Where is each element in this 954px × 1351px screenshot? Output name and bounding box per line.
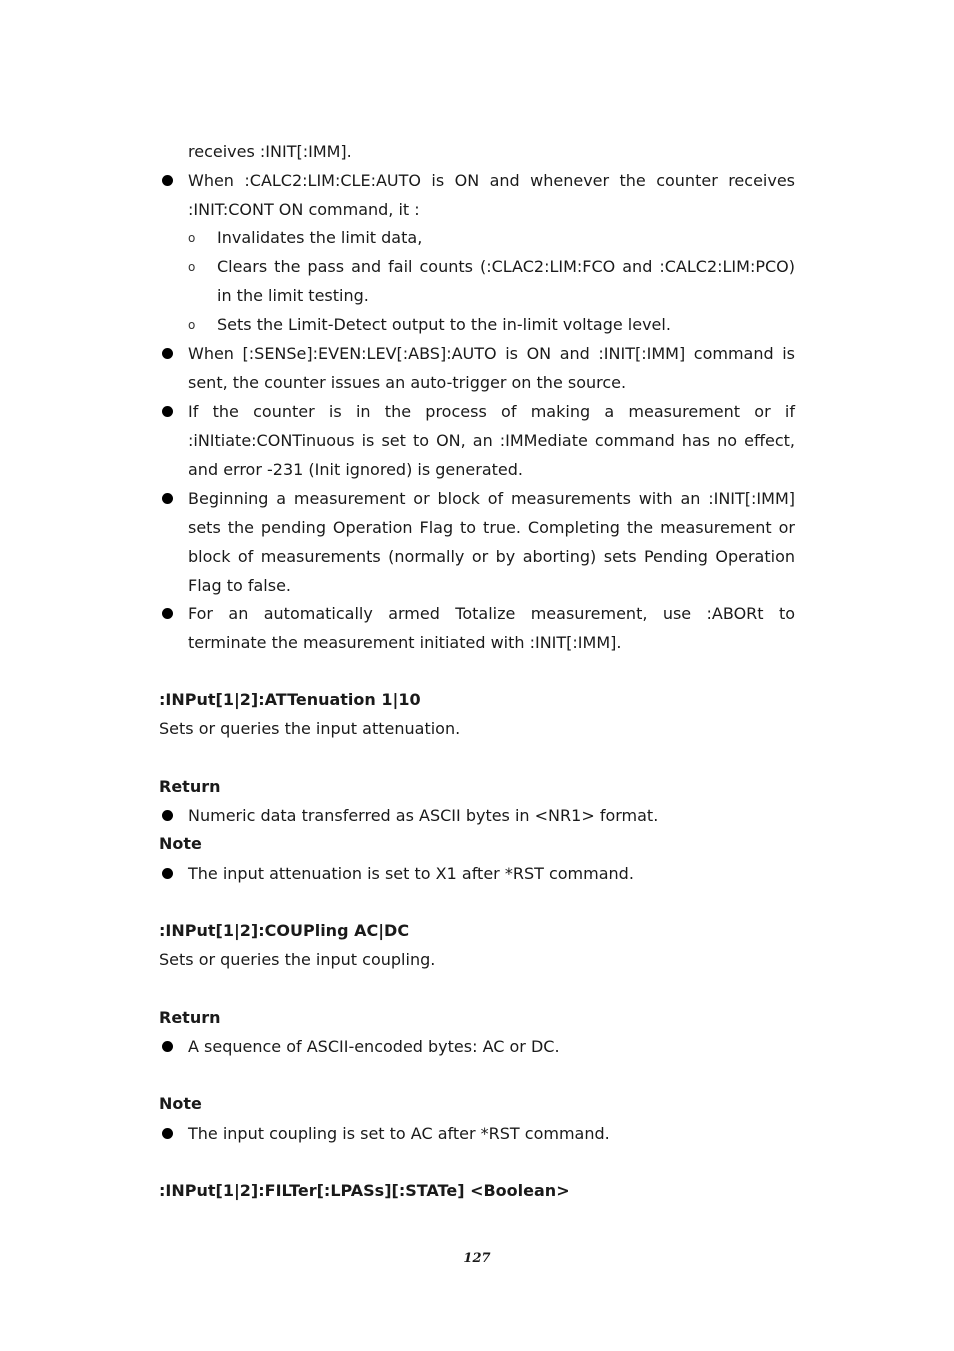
command-description: Sets or queries the input coupling. bbox=[159, 950, 436, 969]
bullet-item: The input attenuation is set to X1 after *RST command. bbox=[188, 859, 795, 888]
bullet-item: The input coupling is set to AC after *RST command. bbox=[188, 1119, 795, 1148]
sub-bullet-item: o Sets the Limit-Detect output to the in-limit voltage level. bbox=[217, 310, 795, 339]
bullet-item: When [:SENSe]:EVEN:LEV[:ABS]:AUTO is ON and :INIT[:IMM] command is sent, the counter issues an auto-trigger on the source. bbox=[188, 339, 795, 397]
command-description: Sets or queries the input attenuation. bbox=[159, 719, 461, 738]
continued-text: receives :INIT[:IMM]. bbox=[188, 142, 352, 161]
bullet-item: Beginning a measurement or block of measurements with an :INIT[:IMM] sets the pending Operation Flag to true. Completing the measurement or block of measurements (normally or by aborting) sets Pending Operation Flag to false. bbox=[188, 484, 795, 600]
sub-bullet-item: o Clears the pass and fail counts (:CLAC2:LIM:FCO and :CALC2:LIM:PCO) in the limit testing. bbox=[217, 252, 795, 310]
bullet-item: A sequence of ASCII-encoded bytes: AC or DC. bbox=[188, 1032, 795, 1061]
sub-bullet-item: o Invalidates the limit data, bbox=[217, 223, 795, 252]
command-heading: :INPut[1|2]:COUPling AC|DC bbox=[159, 921, 410, 940]
page-number: 127 bbox=[463, 1251, 491, 1266]
command-heading: :INPut[1|2]:FILTer[:LPASs][:STATe] <Boolean> bbox=[159, 1181, 570, 1200]
bullet-item: Numeric data transferred as ASCII bytes in <NR1> format. bbox=[188, 801, 795, 830]
bullet-item: For an automatically armed Totalize measurement, use :ABORt to terminate the measurement initiated with :INIT[:IMM]. bbox=[188, 599, 795, 657]
section-heading-return: Return bbox=[159, 777, 221, 796]
section-heading-note: Note bbox=[159, 1094, 202, 1113]
bullet-item: If the counter is in the process of making a measurement or if :iNItiate:CONTinuous is set to ON, an :IMMediate command has no effect, and error -231 (Init ignored) is generated. bbox=[188, 397, 795, 484]
section-heading-note: Note bbox=[159, 834, 202, 853]
bullet-item: When :CALC2:LIM:CLE:AUTO is ON and whenever the counter receives :INIT:CONT ON command, it : bbox=[188, 166, 795, 224]
section-heading-return: Return bbox=[159, 1008, 221, 1027]
command-heading: :INPut[1|2]:ATTenuation 1|10 bbox=[159, 690, 421, 709]
